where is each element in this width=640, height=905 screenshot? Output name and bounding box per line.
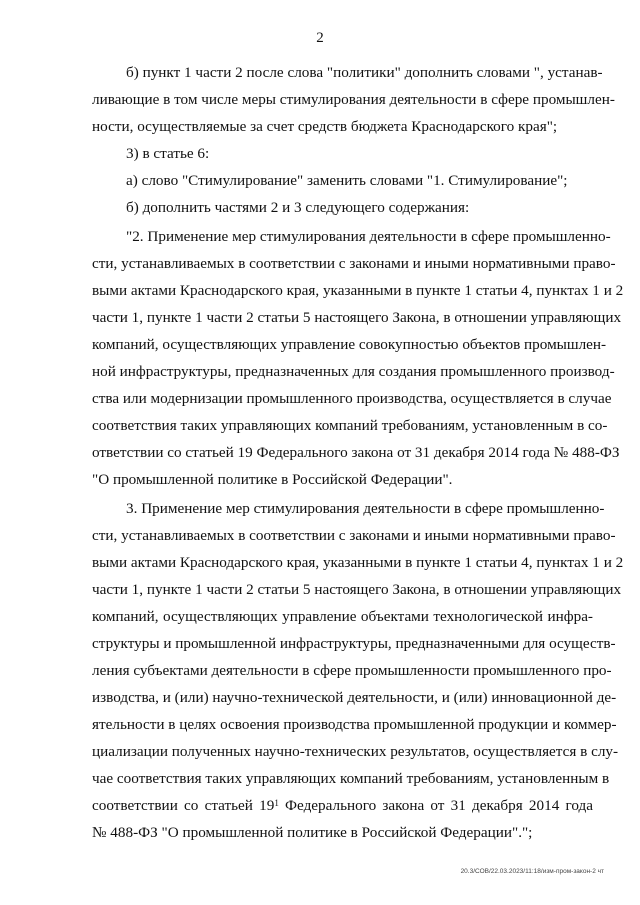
text-fragment: Федерального закона от 31 декабря 2014 года: [278, 797, 593, 814]
text-line: сти, устанавливаемых в соответствии с законами и иными нормативными право-: [92, 255, 616, 272]
footer-file-stamp: 20.3/СОВ/22.03.2023/11:18/изм-пром-закон-2 чт: [460, 868, 604, 875]
text-line: компаний, осуществляющих управление совокупностью объектов промышлен-: [92, 336, 607, 353]
text-line: соответствия таких управляющих компаний требованиям, установленным в со-: [92, 417, 608, 434]
text-line: 3. Применение мер стимулирования деятельности в сфере промышленно-: [126, 500, 605, 517]
text-line: структуры и промышленной инфраструктуры, предназначенными для осуществ-: [92, 635, 616, 652]
text-line: ности, осуществляемые за счет средств бюджета Краснодарского края";: [92, 118, 558, 135]
text-line: выми актами Краснодарского края, указанными в пункте 1 статьи 4, пунктах 1 и 2: [92, 282, 624, 299]
text-line: ливающие в том числе меры стимулирования деятельности в сфере промышлен-: [92, 91, 615, 108]
text-line: 3) в статье 6:: [126, 145, 210, 162]
text-line: б) пункт 1 части 2 после слова "политики" дополнить словами ", устанав-: [126, 64, 603, 81]
text-line: ления субъектами деятельности в сфере промышленности промышленного про-: [92, 662, 612, 679]
text-line-with-superscript: [92, 796, 593, 816]
text-line: "О промышленной политике в Российской Федерации".: [92, 471, 453, 488]
superscript: 1: [274, 798, 279, 808]
text-line: изводства, и (или) научно-технической деятельности, и (или) инновационной де-: [92, 689, 617, 706]
text-line: части 1, пункте 1 части 2 статьи 5 настоящего Закона, в отношении управляющих: [92, 309, 622, 326]
text-line: чае соответствия таких управляющих компаний требованиям, установленным в: [92, 770, 610, 787]
text-fragment: соответствии со статьей 19: [92, 797, 275, 814]
text-line: ятельности в целях освоения производства промышленной продукции и коммер-: [92, 716, 617, 733]
text-line: циализации полученных научно-технических результатов, осуществляется в слу-: [92, 743, 619, 760]
text-line: ответствии со статьей 19 Федерального закона от 31 декабря 2014 года № 488-ФЗ: [92, 444, 620, 461]
text-line: а) слово "Стимулирование" заменить словами "1. Стимулирование";: [126, 172, 568, 189]
text-line: б) дополнить частями 2 и 3 следующего содержания:: [126, 199, 470, 216]
text-line: № 488-ФЗ "О промышленной политике в Российской Федерации".";: [92, 824, 533, 841]
text-line: части 1, пункте 1 части 2 статьи 5 настоящего Закона, в отношении управляющих: [92, 581, 622, 598]
text-line: выми актами Краснодарского края, указанными в пункте 1 статьи 4, пунктах 1 и 2: [92, 554, 624, 571]
text-line: компаний, осуществляющих управление объектами технологической инфра-: [92, 608, 593, 625]
text-line: ной инфраструктуры, предназначенных для создания промышленного производ-: [92, 363, 615, 380]
text-line: "2. Применение мер стимулирования деятельности в сфере промышленно-: [126, 228, 611, 245]
text-line: ства или модернизации промышленного производства, осуществляется в случае: [92, 390, 612, 407]
text-line: сти, устанавливаемых в соответствии с законами и иными нормативными право-: [92, 527, 616, 544]
page-number: 2: [316, 30, 324, 46]
